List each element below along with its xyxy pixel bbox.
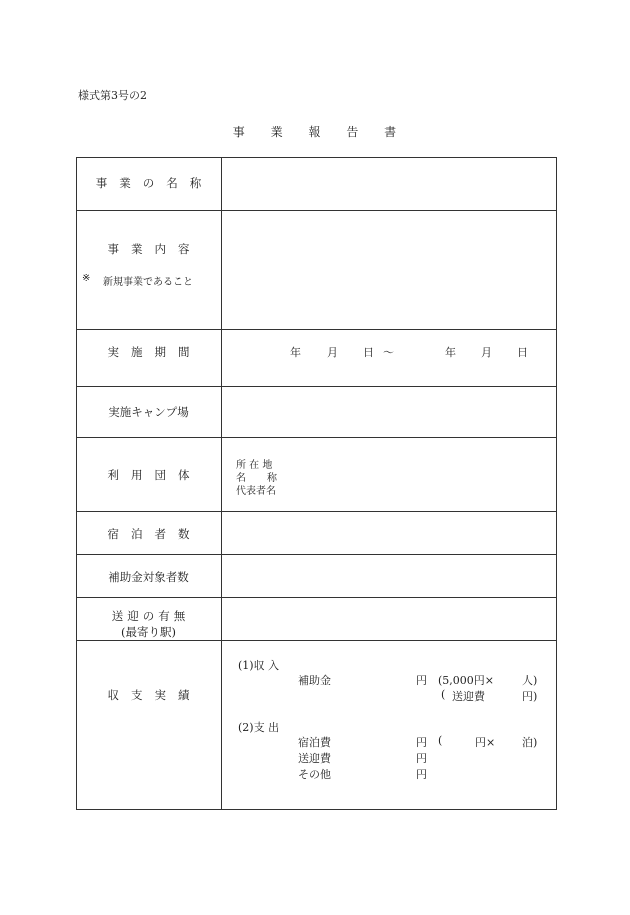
document-title (0, 123, 630, 140)
new-project-note: 新規事業であること (103, 277, 193, 288)
title-char: 事 (232, 125, 246, 139)
other-expense-label: その他 (298, 768, 331, 781)
lodging-label: 宿泊費 (298, 736, 331, 749)
period-year-1: 年 (290, 346, 301, 359)
lodging-open: ( (438, 734, 443, 747)
title-char: 告 (346, 125, 360, 139)
period-tilde: 〜 (383, 346, 394, 359)
transport-income-label: 送迎費 (452, 690, 485, 703)
group-name-label-b: 称 (267, 473, 277, 484)
label-camp: 実施キャンプ場 (108, 405, 189, 419)
title-char: 書 (384, 125, 398, 139)
label-period: 実 施 期 間 (107, 345, 190, 359)
subsidy-calc: (5,000円× (438, 674, 494, 687)
title-char: 業 (270, 125, 284, 139)
subsidy-yen: 円 (416, 674, 427, 687)
form-number: 様式第3号の2 (78, 89, 147, 102)
label-project-content: 事 業 内 容 (107, 242, 190, 256)
label-subsidy-targets: 補助金対象者数 (108, 570, 189, 584)
label-nearest-station: (最寄り駅) (121, 625, 176, 639)
income-heading: (1)収 入 (238, 659, 280, 672)
new-project-note-mark: ※ (82, 273, 91, 284)
lodging-unit: 円× (475, 736, 496, 749)
transport-income-open: ( (441, 688, 446, 701)
lodging-nights: 泊) (522, 736, 538, 749)
period-month-1: 月 (327, 346, 338, 359)
group-address-label: 所 在 地 (236, 460, 273, 471)
label-balance: 収 支 実 績 (107, 688, 190, 702)
transport-income-close: 円) (522, 690, 538, 703)
label-lodgers: 宿 泊 者 数 (107, 527, 190, 541)
label-group: 利 用 団 体 (107, 468, 190, 482)
expense-heading: (2)支 出 (238, 721, 280, 734)
title-char: 報 (308, 125, 322, 139)
period-year-2: 年 (445, 346, 456, 359)
subsidy-label: 補助金 (298, 674, 331, 687)
period-day-2: 日 (517, 346, 528, 359)
group-name-label-a: 名 (236, 473, 246, 484)
label-project-name: 事 業 の 名 称 (95, 176, 202, 190)
lodging-yen: 円 (416, 736, 427, 749)
other-expense-yen: 円 (416, 768, 427, 781)
subsidy-people: 人) (522, 674, 538, 687)
period-month-2: 月 (481, 346, 492, 359)
group-representative-label: 代表者名 (236, 486, 276, 497)
transport-expense-label: 送迎費 (298, 752, 331, 765)
label-transport: 送 迎 の 有 無 (111, 609, 186, 623)
period-day-1: 日 (363, 346, 374, 359)
transport-expense-yen: 円 (416, 752, 427, 765)
